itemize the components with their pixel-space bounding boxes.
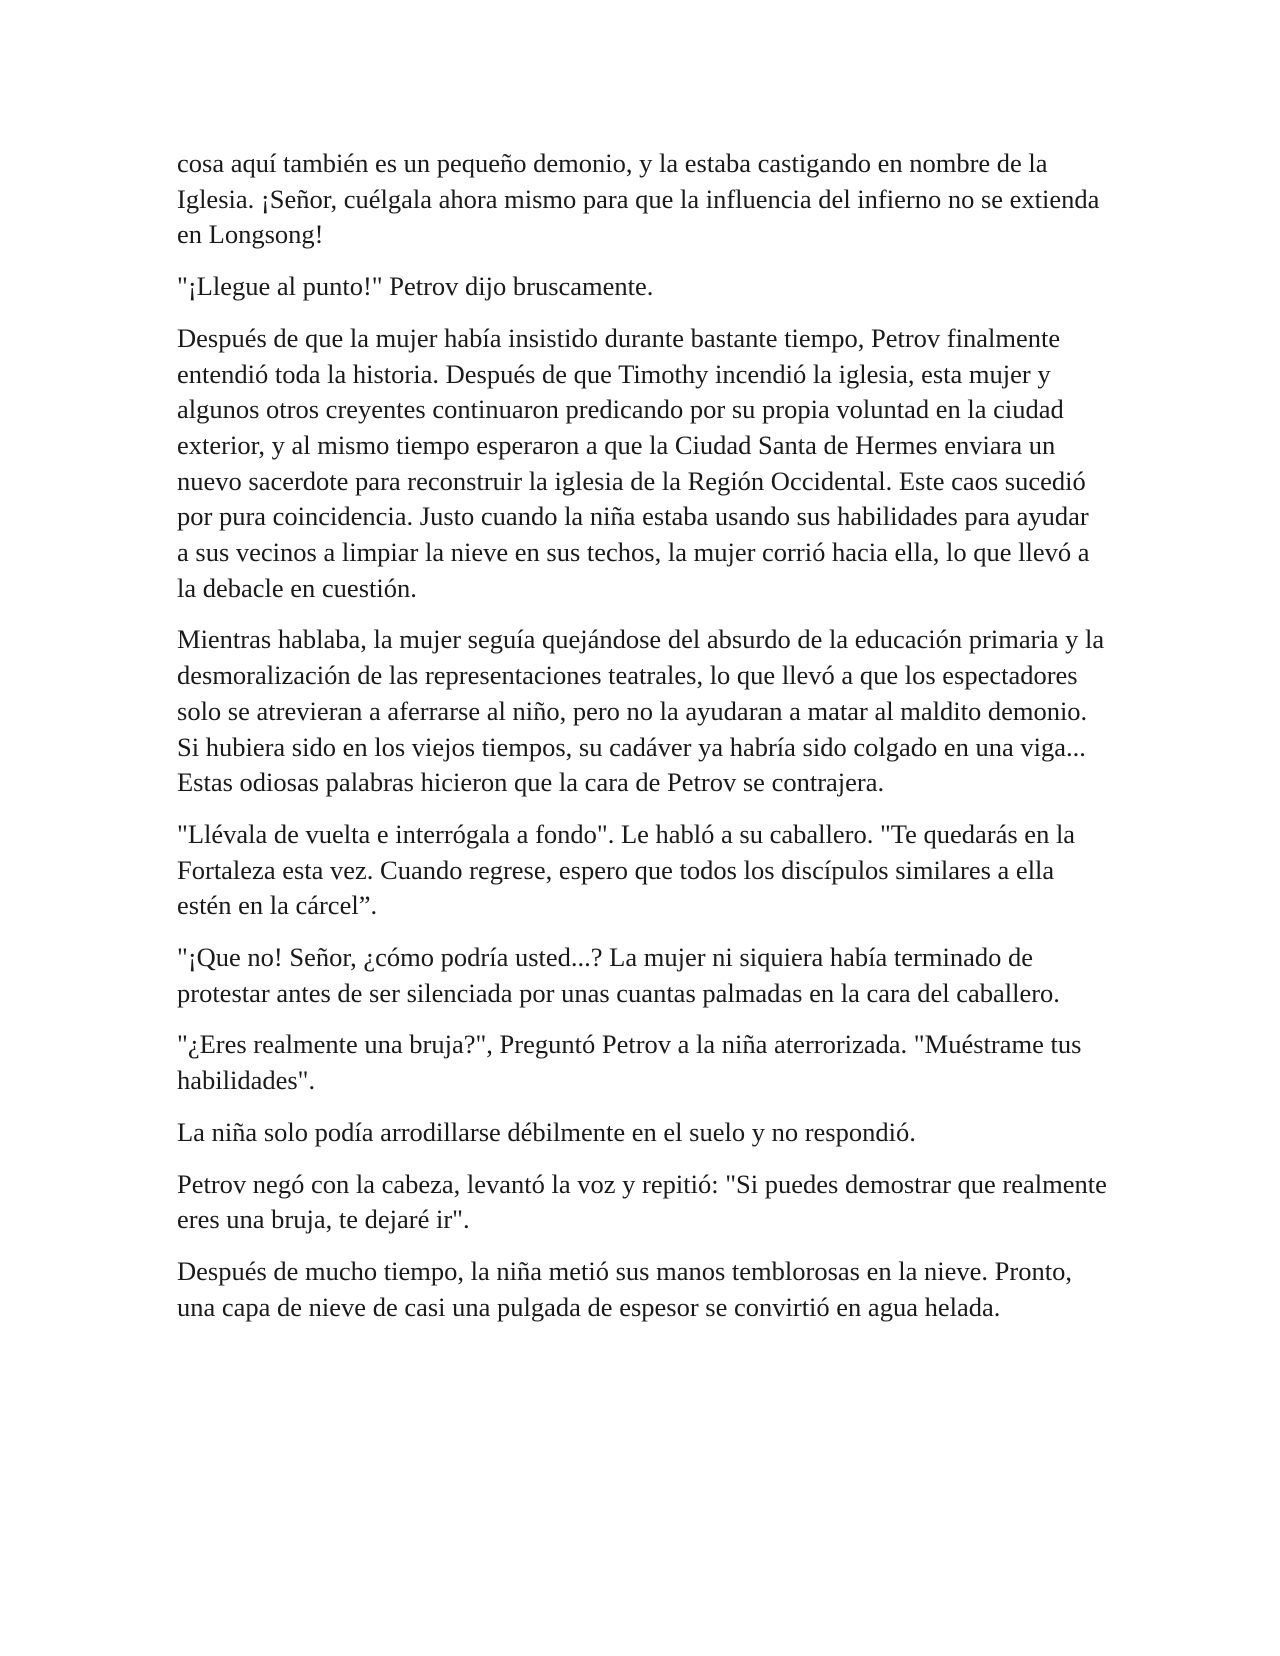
paragraph-10: Después de mucho tiempo, la niña metió sus manos temblorosas en la nieve. Pronto, una capa de nieve de casi una pulgada de espesor se convirtió en agua helada. — [177, 1255, 1072, 1322]
document-body — [177, 146, 1107, 1341]
paragraph-4: Mientras hablaba, la mujer seguía quejándose del absurdo de la educación primaria y la desmoralización de las representaciones teatrales, lo que llevó a que los espectadores solo se atrevieran a aferrarse al niño, pero no la ayudaran a matar al maldito demonio. Si hubiera sido en los viejos tiempos, su cadáver ya habría sido colgado en una viga... Estas odiosas palabras hicieron que la cara de Petrov se contrajera. — [177, 624, 1105, 798]
paragraph-6: "¡Que no! Señor, ¿cómo podría usted...? La mujer ni siquiera había terminado de protestar antes de ser silenciada por unas cuantas palmadas en la cara del caballero. — [177, 942, 1060, 1008]
paragraph-7: "¿Eres realmente una bruja?", Preguntó Petrov a la niña aterrorizada. "Muéstrame tus habilidades". — [177, 1029, 1082, 1096]
paragraph-9: Petrov negó con la cabeza, levantó la voz y repitió: "Si puedes demostrar que realmente eres una bruja, te dejaré ir". — [177, 1168, 1107, 1235]
paragraph-2: "¡Llegue al punto!" Petrov dijo bruscamente. — [177, 271, 654, 302]
paragraph-3: Después de que la mujer había insistido durante bastante tiempo, Petrov finalmente entendió toda la historia. Después de que Timothy incendió la iglesia, esta mujer y algunos otros creyentes continuaron predicando por su propia voluntad en la ciudad exterior, y al mismo tiempo esperaron a que la Ciudad Santa de Hermes enviara un nuevo sacerdote para reconstruir la iglesia de la Región Occidental. Este caos sucedió por pura coincidencia. Justo cuando la niña estaba usando sus habilidades para ayudar a sus vecinos a limpiar la nieve en sus techos, la mujer corrió hacia ella, lo que llevó a la debacle en cuestión. — [177, 322, 1090, 603]
paragraph-1: cosa aquí también es un pequeño demonio, y la estaba castigando en nombre de la Iglesia. ¡Señor, cuélgala ahora mismo para que la influencia del infierno no se extienda en Longsong! — [177, 148, 1100, 250]
paragraph-8: La niña solo podía arrodillarse débilmente en el suelo y no respondió. — [177, 1116, 916, 1147]
paragraph-5: "Llévala de vuelta e interrógala a fondo". Le habló a su caballero. "Te quedarás en la Fortaleza esta vez. Cuando regrese, espero que todos los discípulos similares a ella estén en la cárcel”. — [177, 818, 1076, 921]
